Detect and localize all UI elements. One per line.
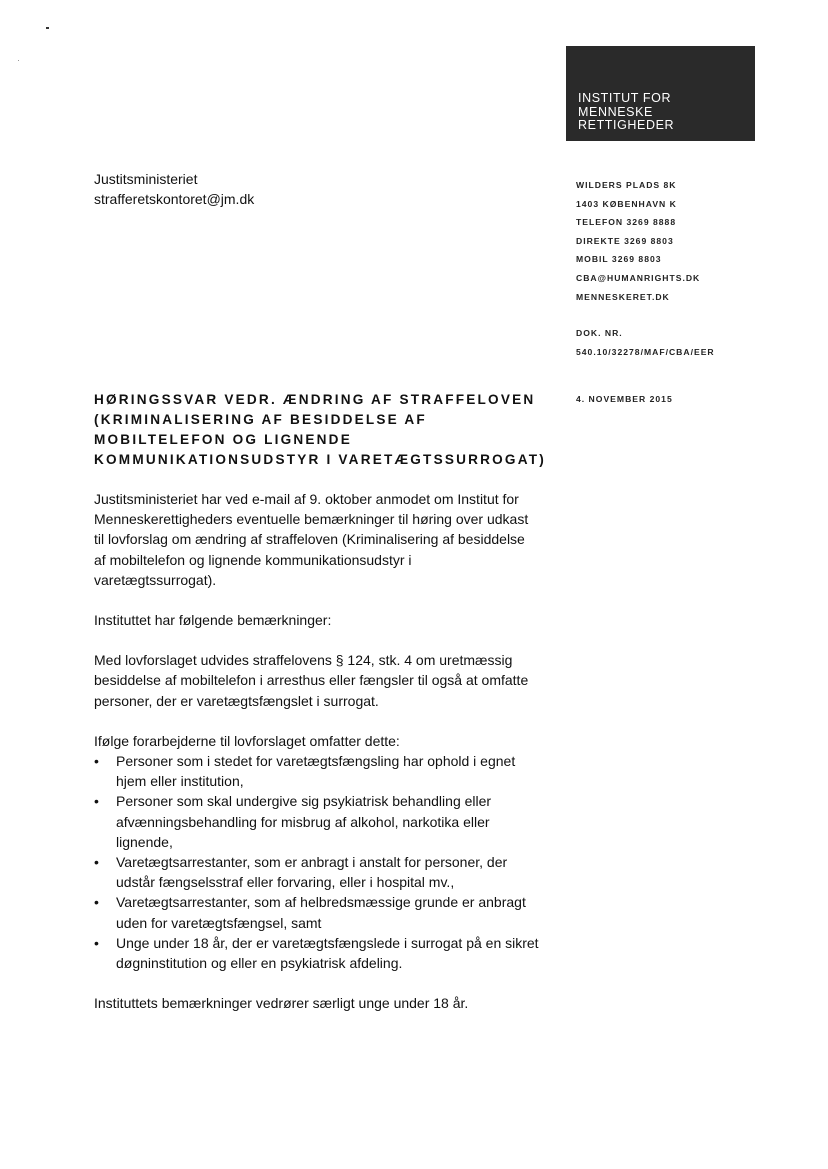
heading-line: (KRIMINALISERING AF BESIDDELSE AF (94, 412, 427, 427)
sender-website: MENNESKERET.DK (576, 291, 670, 302)
list-item-line: hjem eller institution, (116, 773, 244, 790)
document-number-block (576, 324, 715, 362)
paragraph-line: Instituttets bemærkninger vedrører særligt unge under 18 år. (94, 995, 469, 1012)
sender-address-city: 1403 KØBENHAVN K (576, 198, 677, 209)
paragraph-line: Justitsministeriet har ved e-mail af 9. oktober anmodet om Institut for (94, 491, 519, 507)
bullet-icon: • (94, 934, 99, 951)
paragraph-line: varetægtssurrogat). (94, 571, 217, 588)
paragraph-line: personer, der er varetægtsfængslet i surrogat. (94, 692, 379, 709)
list-item-line: Unge under 18 år, der er varetægtsfængslede i surrogat på en sikret (116, 934, 539, 951)
sender-email: CBA@HUMANRIGHTS.DK (576, 272, 701, 283)
bullet-list (94, 751, 564, 973)
list-item-line: udstår fængselsstraf eller forvaring, eller i hospital mv., (116, 874, 455, 891)
heading-line: KOMMUNIKATIONSUDSTYR I VARETÆGTSSURROGAT) (94, 452, 546, 467)
document-heading (94, 390, 574, 470)
law-paragraph (94, 650, 564, 711)
list-item-line: Personer som i stedet for varetægtsfængsling har ophold i egnet (116, 753, 516, 770)
paragraph-line: Ifølge forarbejderne til lovforslaget omfatter dette: (94, 732, 400, 749)
sender-mobile: MOBIL 3269 8803 (576, 254, 662, 265)
paragraph-line: Menneskerettigheders eventuelle bemærkninger til høring over udkast (94, 511, 529, 528)
list-item-line: Varetægtsarrestanter, som af helbredsmæssige grunde er anbragt (116, 894, 526, 911)
paragraph-line: af mobiltelefon og lignende kommunikationsudstyr i (94, 551, 412, 568)
list-item (94, 852, 564, 892)
recipient-name: Justitsministeriet (94, 171, 198, 187)
heading-line: MOBILTELEFON OG LIGNENDE (94, 432, 352, 447)
list-item-line: døgninstitution og eller en psykiatrisk afdeling. (116, 955, 403, 972)
bullet-icon: • (94, 854, 99, 871)
list-item-line: uden for varetægtsfængsel, samt (116, 914, 322, 931)
bullet-icon: • (94, 753, 99, 770)
list-item-line: lignende, (116, 833, 173, 850)
list-item-line: Varetægtsarrestanter, som er anbragt i anstalt for personer, der (116, 854, 508, 871)
paragraph-line: Instituttet har følgende bemærkninger: (94, 612, 332, 629)
scan-speck (46, 27, 49, 29)
sender-direct-phone: DIREKTE 3269 8803 (576, 235, 674, 246)
list-item (94, 933, 564, 973)
paragraph-line: besiddelse af mobiltelefon i arresthus eller fængsler til også at omfatte (94, 672, 529, 689)
list-item-line: afvænningsbehandling for misbrug af alkohol, narkotika eller (116, 813, 490, 830)
scan-speck (18, 60, 19, 61)
list-intro (94, 731, 564, 751)
institute-logo (566, 46, 755, 141)
recipient-block (94, 169, 254, 209)
bullet-icon: • (94, 793, 99, 810)
paragraph-line: Med lovforslaget udvides straffelovens § 124, stk. 4 om uretmæssig (94, 652, 513, 669)
logo-line: INSTITUT FOR (578, 91, 672, 105)
document-date: 4. NOVEMBER 2015 (576, 394, 673, 404)
list-item-line: Personer som skal undergive sig psykiatrisk behandling eller (116, 793, 492, 810)
document-number-label: DOK. NR. (576, 328, 623, 338)
document-body (94, 489, 564, 1013)
document-number: 540.10/32278/MAF/CBA/EER (576, 347, 715, 357)
sender-phone: TELEFON 3269 8888 (576, 217, 677, 228)
list-item (94, 791, 564, 852)
closing-paragraph (94, 993, 564, 1013)
remarks-paragraph (94, 610, 564, 630)
sender-address-street: WILDERS PLADS 8K (576, 180, 677, 190)
sender-address-block (576, 176, 700, 306)
recipient-email: strafferetskontoret@jm.dk (94, 191, 255, 207)
list-item (94, 751, 564, 791)
list-item (94, 892, 564, 932)
bullet-icon: • (94, 894, 99, 911)
logo-line: RETTIGHEDER (578, 118, 675, 132)
logo-text (578, 92, 674, 133)
heading-line: HØRINGSSVAR VEDR. ÆNDRING AF STRAFFELOVEN (94, 392, 536, 407)
intro-paragraph (94, 489, 564, 590)
paragraph-line: til lovforslag om ændring af straffeloven (Kriminalisering af besiddelse (94, 531, 525, 548)
logo-line: MENNESKE (578, 104, 653, 119)
